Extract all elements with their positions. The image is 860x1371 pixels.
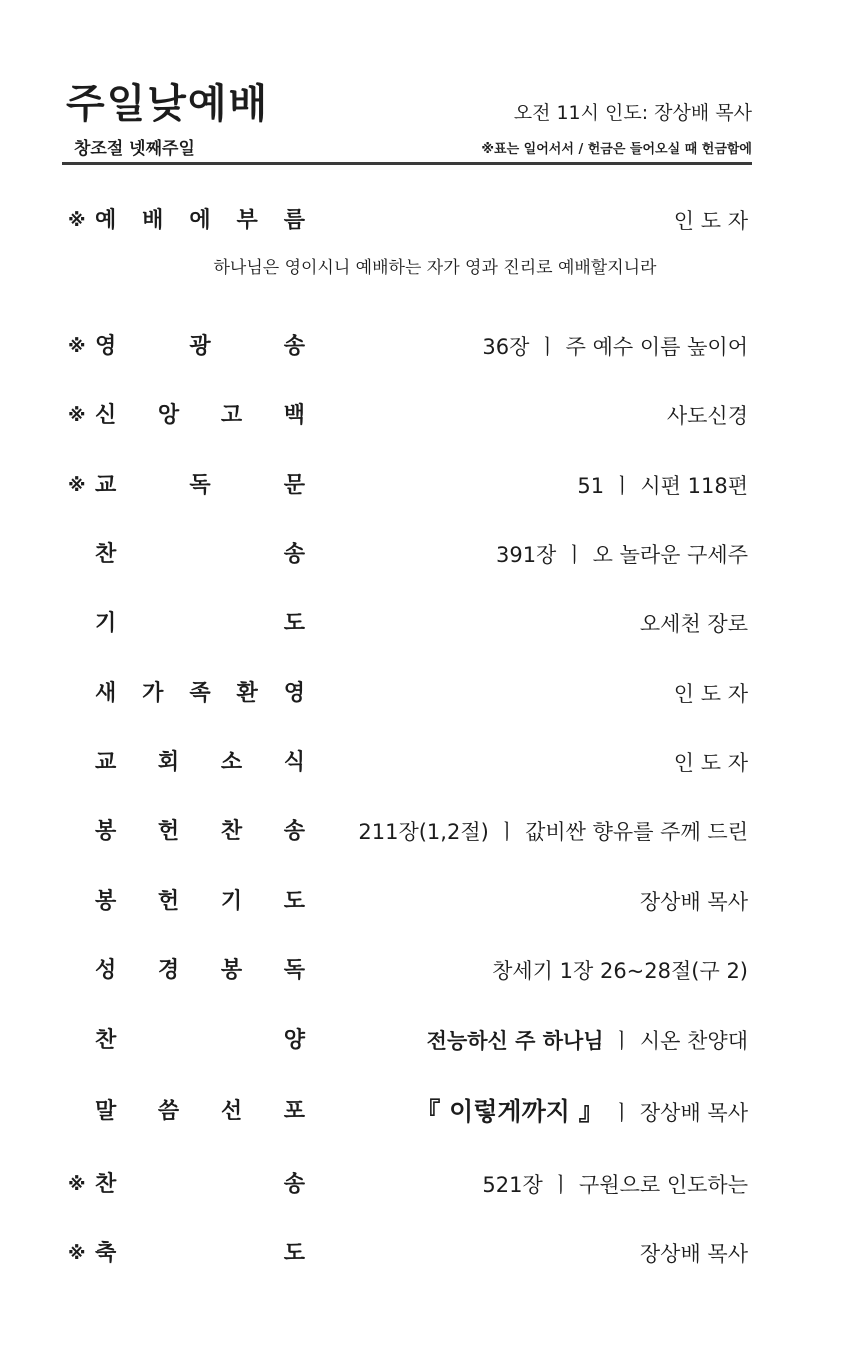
order-item (68, 1238, 748, 1270)
item-value: 사도신경 (666, 404, 748, 428)
item-label: 말 씀 선 포 (95, 1099, 305, 1124)
stand-mark: ※ (68, 1174, 86, 1195)
separator: ㅣ (537, 335, 558, 359)
separator: ㅣ (611, 1029, 632, 1053)
item-value: 창세기 1장 26~28절(구 2) (492, 959, 748, 983)
order-item (68, 470, 748, 502)
order-item (68, 331, 748, 363)
item-label: 신 앙 고 백 (95, 403, 305, 428)
bulletin-header (62, 70, 752, 168)
separator: ㅣ (612, 474, 633, 498)
item-value: 211장(1,2절) ㅣ 값비싼 향유를 주께 드린 (358, 820, 748, 844)
service-time-leader: 오전 11시 인도: 장상배 목사 (513, 102, 752, 124)
item-value: 391장 ㅣ 오 놀라운 구세주 (495, 543, 748, 567)
item-label: 예 배 에 부 름 (95, 208, 305, 233)
order-item (68, 816, 748, 848)
order-item (68, 1096, 748, 1128)
stand-mark: ※ (68, 405, 86, 426)
order-item (68, 886, 748, 918)
item-value: 장상배 목사 (639, 1242, 748, 1266)
item-value: 오세천 장로 (639, 612, 748, 636)
item-label: 봉 헌 찬 송 (95, 819, 305, 844)
item-value: 51 ㅣ 시편 118편 (577, 474, 748, 498)
order-item (68, 400, 748, 432)
stand-mark: ※ (68, 475, 86, 496)
order-item (68, 1169, 748, 1201)
item-label: 찬 양 (95, 1028, 305, 1053)
item-value: 36장 ㅣ 주 예수 이름 높이어 (482, 335, 748, 359)
order-item (68, 1025, 748, 1057)
item-value: 인 도 자 (673, 682, 748, 706)
separator: ㅣ (550, 1173, 572, 1197)
item-label: 교 회 소 식 (95, 750, 305, 775)
separator: ㅣ (611, 1101, 632, 1125)
item-value: 인 도 자 (673, 751, 748, 775)
item-label: 찬 송 (95, 542, 305, 567)
item-value: 『 이렇게까지 』 ㅣ 장상배 목사 (415, 1097, 748, 1126)
header-divider (62, 162, 752, 165)
stand-mark: ※ (68, 336, 86, 357)
item-value: 전능하신 주 하나님 ㅣ 시온 찬양대 (426, 1029, 748, 1053)
item-label: 영 광 송 (95, 334, 305, 359)
item-value: 인 도 자 (673, 209, 748, 233)
order-item (68, 608, 748, 640)
item-value: 장상배 목사 (639, 890, 748, 914)
item-label: 기 도 (95, 611, 305, 636)
standing-offering-note: ※표는 일어서서 / 헌금은 들어오실 때 헌금함에 (481, 142, 752, 157)
order-item (68, 678, 748, 710)
season-subtitle: 창조절 넷째주일 (74, 139, 195, 159)
stand-mark: ※ (68, 1243, 86, 1264)
call-to-worship-verse: 하나님은 영이시니 예배하는 자가 영과 진리로 예배할지니라 (213, 258, 657, 278)
order-item (68, 955, 748, 987)
page-title: 주일낮예배 (66, 81, 270, 127)
separator: ㅣ (496, 820, 518, 844)
order-item (68, 747, 748, 779)
order-item (68, 539, 748, 571)
item-label: 성 경 봉 독 (95, 958, 305, 983)
stand-mark: ※ (68, 210, 86, 231)
separator: ㅣ (564, 543, 585, 567)
sermon-title: 『 이렇게까지 』 (415, 1097, 604, 1126)
item-label: 찬 송 (95, 1172, 305, 1197)
item-label: 축 도 (95, 1241, 305, 1266)
item-label: 새 가 족 환 영 (95, 681, 305, 706)
item-value: 521장 ㅣ 구원으로 인도하는 (482, 1173, 748, 1197)
item-label: 교 독 문 (95, 473, 305, 498)
item-label: 봉 헌 기 도 (95, 889, 305, 914)
order-item (68, 205, 748, 237)
